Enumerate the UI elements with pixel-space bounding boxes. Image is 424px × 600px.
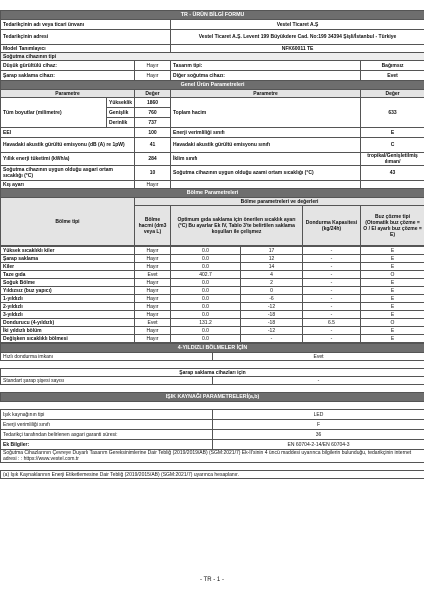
- compartment-volume: 131.2: [171, 319, 241, 327]
- dimensions-label: Tüm boyutlar (milimetre): [1, 98, 107, 128]
- compartment-row: [1, 335, 424, 343]
- compartment-row: [1, 295, 424, 303]
- defrost-type-header: Buz çözme tipi (Otomatik buz çözme = O / El ayarlı buz çözme = E): [361, 206, 424, 246]
- eei-value: 100: [135, 128, 171, 138]
- compartment-defrost: E: [361, 279, 424, 287]
- compartment-present: Hayır: [135, 263, 171, 271]
- product-info-sheet: [0, 10, 424, 479]
- compartment-row: [1, 279, 424, 287]
- winter-setting-label: Kış ayarı: [1, 181, 135, 189]
- compartment-defrost: E: [361, 247, 424, 255]
- compartment-name: 2-yıldızlı: [1, 303, 135, 311]
- annual-energy-value: 284: [135, 153, 171, 166]
- compartment-volume: 0.0: [171, 263, 241, 271]
- general-params-title: Genel Ürün Parametreleri: [1, 81, 424, 90]
- compartment-freezing: -: [303, 303, 361, 311]
- compartment-temperature: -: [241, 335, 303, 343]
- supplier-address-value: Vestel Ticaret A.Ş. Levent 199 Büyükdere Cad. No:199 34394 Şişli/İstanbul - Türkiye: [171, 30, 424, 45]
- compartment-volume: 0.0: [171, 255, 241, 263]
- model-value: NFK60011 TE: [171, 45, 424, 53]
- compartment-present: Evet: [135, 319, 171, 327]
- max-ambient-label: Soğutma cihazının uygun olduğu azami ortam sıcaklığı (°C): [171, 166, 361, 181]
- total-volume-value: 633: [361, 98, 424, 128]
- compartment-freezing: -: [303, 311, 361, 319]
- design-type-label: Tasarım tipi:: [171, 61, 361, 71]
- low-noise-label: Düşük gürültülü cihaz:: [1, 61, 135, 71]
- compartment-volume: 0.0: [171, 287, 241, 295]
- compartment-temperature: -12: [241, 303, 303, 311]
- compartment-temperature: 2: [241, 279, 303, 287]
- compartment-defrost: E: [361, 255, 424, 263]
- fast-freeze-label: Hızlı dondurma imkanı: [1, 353, 213, 361]
- compartment-temperature: -18: [241, 311, 303, 319]
- compartment-temperature: 0: [241, 287, 303, 295]
- compartment-type-header: Bölme tipi: [1, 198, 135, 246]
- compartment-freezing: -: [303, 335, 361, 343]
- freezing-capacity-header: Dondurma Kapasitesi (kg/24h): [303, 206, 361, 246]
- wine-bottles-label: Standart şarap şişesi sayısı: [1, 377, 213, 385]
- low-noise-value: Hayır: [135, 61, 171, 71]
- appliance-type-title: Soğutma cihazının tipi: [1, 53, 424, 61]
- compartment-defrost: O: [361, 319, 424, 327]
- height-value: 1860: [135, 98, 171, 108]
- fast-freeze-value: Evet: [213, 353, 424, 361]
- total-volume-label: Toplam hacim: [171, 98, 361, 128]
- other-appliance-label: Diğer soğutma cihazı:: [171, 71, 361, 81]
- compartment-temperature: -6: [241, 295, 303, 303]
- compartment-params-title: Bölme Parametreleri: [1, 189, 424, 198]
- empty-cell: [171, 181, 361, 189]
- compartment-temperature: 12: [241, 255, 303, 263]
- min-ambient-label: Soğutma cihazının uygun olduğu asgari ortam sıcaklığı (°C): [1, 166, 135, 181]
- light-source-title: IŞIK KAYNAĞI PARAMETRELERİ(a,b): [1, 393, 424, 402]
- compartment-present: Evet: [135, 271, 171, 279]
- form-title: TR - ÜRÜN BİLGİ FORMU: [1, 11, 424, 20]
- compartment-defrost: E: [361, 263, 424, 271]
- compartment-row: [1, 287, 424, 295]
- compartment-present: Hayır: [135, 303, 171, 311]
- compartment-temperature: 14: [241, 263, 303, 271]
- compartment-name: Taze gıda: [1, 271, 135, 279]
- general-param-header-2: Parametre: [171, 90, 361, 98]
- other-appliance-value: Evet: [361, 71, 424, 81]
- climate-class-label: İklim sınıfı: [171, 153, 361, 166]
- compartment-volume: 0.0: [171, 279, 241, 287]
- energy-class-label: Enerji verimliliği sınıfı: [171, 128, 361, 138]
- winter-setting-value: Hayır: [135, 181, 171, 189]
- compartment-row: [1, 255, 424, 263]
- compartment-name: Şarap saklama: [1, 255, 135, 263]
- annual-energy-label: Yıllık enerji tüketimi (kWh/a): [1, 153, 135, 166]
- compartment-row: [1, 263, 424, 271]
- page-footer: - TR - 1 -: [200, 577, 224, 583]
- compartment-name: Değişken sıcaklıklı bölmesi: [1, 335, 135, 343]
- compartment-freezing: -: [303, 295, 361, 303]
- compartment-temperature: 4: [241, 271, 303, 279]
- compartment-freezing: -: [303, 327, 361, 335]
- compartment-table: [0, 246, 424, 343]
- compartment-temperature: 17: [241, 247, 303, 255]
- compartment-present: Hayır: [135, 247, 171, 255]
- supplier-address-label: Tedarikçinin adresi: [1, 30, 171, 45]
- light-class-value: F: [213, 420, 424, 430]
- compartment-group-header: Bölme parametreleri ve değerleri: [135, 198, 424, 206]
- compartment-temperature: -18: [241, 319, 303, 327]
- wine-storage-value: Hayır: [135, 71, 171, 81]
- compartment-volume: 0.0: [171, 327, 241, 335]
- compartment-freezing: -: [303, 271, 361, 279]
- compartment-defrost: E: [361, 335, 424, 343]
- compartment-present: Hayır: [135, 255, 171, 263]
- spacer: [1, 402, 424, 410]
- warranty-label: Tedarikçi tarafından belirlenen asgari garanti süresi:: [1, 430, 213, 440]
- note-light-regulation: (a) Işık Kaynaklarının Enerji Etiketlemesine Dair Tebliğ (2019/2015/AB) (SGM:2021/7) uyarınca hesaplanır.: [1, 471, 424, 479]
- energy-class-value: E: [361, 128, 424, 138]
- compartment-present: Hayır: [135, 279, 171, 287]
- compartment-defrost: O: [361, 271, 424, 279]
- height-label: Yükseklik: [107, 98, 135, 108]
- noise-class-value: C: [361, 138, 424, 153]
- model-label: Model Tanımlayıcı: [1, 45, 171, 53]
- volume-header: Bölme hacmi (dm3 veya L): [135, 206, 171, 246]
- min-ambient-value: 10: [135, 166, 171, 181]
- width-label: Genişlik: [107, 108, 135, 118]
- compartment-name: Yüksek sıcaklıklı kiler: [1, 247, 135, 255]
- compartment-volume: 0.0: [171, 335, 241, 343]
- wine-storage-label: Şarap saklama cihazı:: [1, 71, 135, 81]
- four-star-title: 4-YILDIZLI BÖLMELER İÇİN: [1, 344, 424, 353]
- compartment-freezing: -: [303, 247, 361, 255]
- compartment-defrost: E: [361, 295, 424, 303]
- compartment-freezing: -: [303, 263, 361, 271]
- note-link: Soğutma Cihazlarının Çevreye Duyarlı Tasarım Gereksinimlerine Dair Tebliğ (2019/2019/AB) (SGM:2021/7) Ek-II'sinin 4 üncü maddesi uyarınca bilgilerin bulunduğu, tedarikçinin internet adresi : : https://www.vestel.com.tr: [1, 450, 424, 463]
- light-type-value: LED: [213, 410, 424, 420]
- compartment-volume: 0.0: [171, 295, 241, 303]
- general-value-header: Değer: [135, 90, 171, 98]
- compartment-name: İki yıldızlı bölüm: [1, 327, 135, 335]
- compartment-name: 3-yıldızlı: [1, 311, 135, 319]
- general-value-header-2: Değer: [361, 90, 424, 98]
- compartment-volume: 0.0: [171, 247, 241, 255]
- depth-value: 737: [135, 118, 171, 128]
- extra-info-value: EN 60704-2-14/EN 60704-3: [213, 440, 424, 450]
- extra-info-label: Ek Bilgiler:: [1, 440, 213, 450]
- compartment-row: [1, 303, 424, 311]
- light-class-label: Enerji verimliliği sınıfı: [1, 420, 213, 430]
- noise-emission-label: Havadaki akustik gürültü emisyonu (dB (A) re 1pW): [1, 138, 135, 153]
- width-value: 760: [135, 108, 171, 118]
- compartment-row: [1, 327, 424, 335]
- compartment-present: Hayır: [135, 295, 171, 303]
- compartment-volume: 0.0: [171, 303, 241, 311]
- light-type-label: Işık kaynağının tipi: [1, 410, 213, 420]
- wine-bottles-value: -: [213, 377, 424, 385]
- warranty-value: 36: [213, 430, 424, 440]
- compartment-freezing: -: [303, 279, 361, 287]
- compartment-freezing: 6.5: [303, 319, 361, 327]
- compartment-freezing: -: [303, 255, 361, 263]
- compartment-row: [1, 311, 424, 319]
- empty-cell: [361, 181, 424, 189]
- compartment-temperature: -12: [241, 327, 303, 335]
- noise-class-label: Havadaki akustik gürültü emisyonu sınıfı: [171, 138, 361, 153]
- compartment-present: Hayır: [135, 311, 171, 319]
- general-param-header: Parametre: [1, 90, 135, 98]
- compartment-present: Hayır: [135, 335, 171, 343]
- wine-section-title: Şarap saklama cihazları için: [1, 369, 424, 377]
- max-ambient-value: 43: [361, 166, 424, 181]
- compartment-row: [1, 319, 424, 327]
- compartment-name: Soğuk Bölme: [1, 279, 135, 287]
- depth-label: Derinlik: [107, 118, 135, 128]
- supplier-name-label: Tedarikçinin adı veya ticari ünvanı: [1, 20, 171, 30]
- compartment-row: [1, 247, 424, 255]
- compartment-name: Kiler: [1, 263, 135, 271]
- compartment-defrost: E: [361, 327, 424, 335]
- supplier-name-value: Vestel Ticaret A.Ş: [171, 20, 424, 30]
- compartment-freezing: -: [303, 287, 361, 295]
- eei-label: EEI: [1, 128, 135, 138]
- temperature-header: Optimum gıda saklama için önerilen sıcaklık ayarı (°C) Bu ayarlar Ek IV, Tablo 3'te belirtilen saklama koşulları ile çelişmez: [171, 206, 303, 246]
- compartment-row: [1, 271, 424, 279]
- compartment-present: Hayır: [135, 327, 171, 335]
- compartment-volume: 402.7: [171, 271, 241, 279]
- compartment-defrost: E: [361, 303, 424, 311]
- compartment-name: Dondurucu (4-yıldızlı): [1, 319, 135, 327]
- design-type-value: Bağımsız: [361, 61, 424, 71]
- spacer: [1, 385, 424, 393]
- compartment-volume: 0.0: [171, 311, 241, 319]
- compartment-defrost: E: [361, 311, 424, 319]
- compartment-present: Hayır: [135, 287, 171, 295]
- compartment-name: Yıldızsız (buz yapıcı): [1, 287, 135, 295]
- compartment-defrost: E: [361, 287, 424, 295]
- climate-class-value: tropikal/Genişletilmiş ılıman/: [361, 153, 424, 166]
- spacer: [1, 361, 424, 369]
- noise-emission-value: 41: [135, 138, 171, 153]
- compartment-name: 1-yıldızlı: [1, 295, 135, 303]
- spacer: [1, 463, 424, 471]
